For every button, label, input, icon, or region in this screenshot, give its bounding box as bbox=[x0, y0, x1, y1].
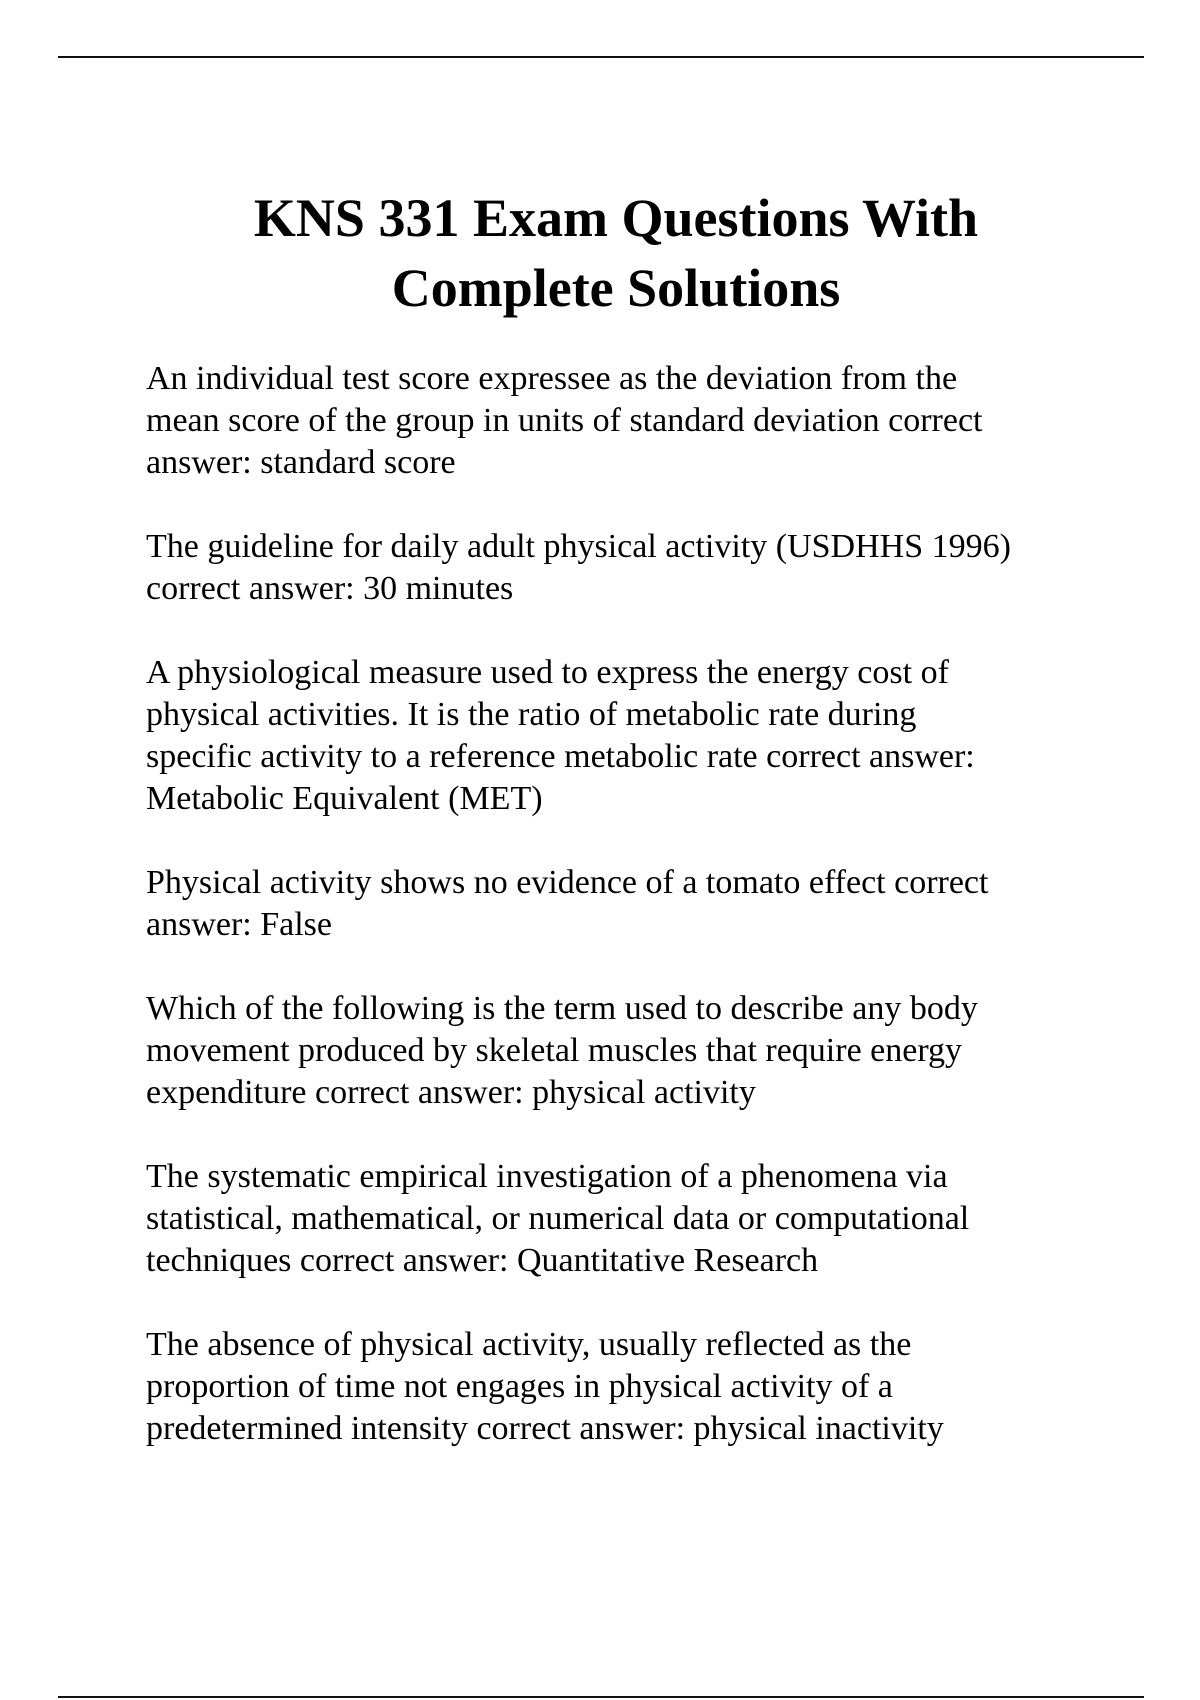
qa-list bbox=[146, 358, 1086, 1450]
qa-line: predetermined intensity correct answer: physical inactivity bbox=[146, 1410, 944, 1447]
qa-line: Which of the following is the term used to describe any body bbox=[146, 990, 978, 1027]
qa-line: An individual test score expressee as the deviation from the bbox=[146, 360, 958, 397]
qa-item bbox=[146, 652, 1086, 820]
header-rule bbox=[58, 56, 1144, 58]
footer-rule bbox=[58, 1696, 1144, 1698]
qa-line: physical activities. It is the ratio of metabolic rate during bbox=[146, 696, 917, 733]
qa-line: correct answer: 30 minutes bbox=[146, 570, 514, 607]
qa-line: Physical activity shows no evidence of a tomato effect correct bbox=[146, 864, 989, 901]
qa-line: The guideline for daily adult physical activity (USDHHS 1996) bbox=[146, 528, 1011, 565]
qa-item bbox=[146, 358, 1086, 484]
qa-line: statistical, mathematical, or numerical data or computational bbox=[146, 1200, 970, 1237]
qa-line: The absence of physical activity, usually reflected as the bbox=[146, 1326, 912, 1363]
qa-item bbox=[146, 862, 1086, 946]
qa-line: techniques correct answer: Quantitative Research bbox=[146, 1242, 819, 1279]
qa-line: answer: False bbox=[146, 906, 333, 943]
qa-item bbox=[146, 988, 1086, 1114]
qa-line: proportion of time not engages in physical activity of a bbox=[146, 1368, 893, 1405]
qa-line: Metabolic Equivalent (MET) bbox=[146, 780, 543, 817]
qa-line: The systematic empirical investigation of a phenomena via bbox=[146, 1158, 948, 1195]
qa-line: mean score of the group in units of standard deviation correct bbox=[146, 402, 983, 439]
title-line-2: Complete Solutions bbox=[391, 258, 841, 318]
title-line-1: KNS 331 Exam Questions With bbox=[253, 188, 979, 248]
document-title bbox=[146, 183, 1086, 323]
qa-line: answer: standard score bbox=[146, 444, 456, 481]
qa-line: specific activity to a reference metabolic rate correct answer: bbox=[146, 738, 975, 775]
qa-item bbox=[146, 1156, 1086, 1282]
qa-line: A physiological measure used to express the energy cost of bbox=[146, 654, 949, 691]
qa-item bbox=[146, 526, 1086, 610]
qa-item bbox=[146, 1324, 1086, 1450]
qa-line: expenditure correct answer: physical activity bbox=[146, 1074, 756, 1111]
qa-line: movement produced by skeletal muscles that require energy bbox=[146, 1032, 963, 1069]
